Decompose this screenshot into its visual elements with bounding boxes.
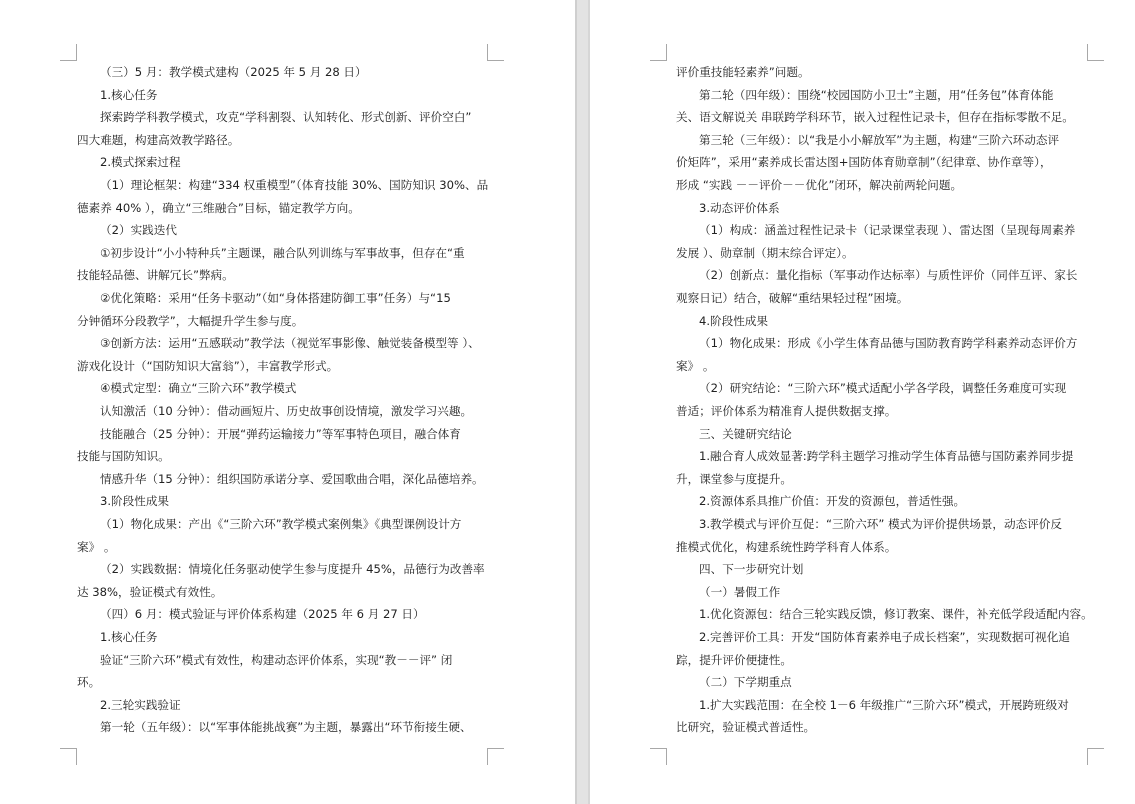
text-line: ②优化策略：采用“任务卡驱动”（如“身体搭建防御工事”任务）与“15 bbox=[100, 291, 451, 305]
text-line: 环。 bbox=[77, 675, 101, 690]
text-line: 三、关键研究结论 bbox=[699, 426, 792, 441]
text-line: 3.教学模式与评价互促：“三阶六环” 模式为评价提供场景，动态评价反 bbox=[699, 517, 1062, 531]
text-line: （1）理论框架：构建“334 权重模型”（体育技能 30%、国防知识 30%、品 bbox=[100, 178, 489, 192]
text-line: （2）实践数据：情境化任务驱动使学生参与度提升 45%，品德行为改善率 bbox=[100, 562, 485, 577]
text-line: 升，课堂参与度提升。 bbox=[676, 471, 792, 486]
text-line: 技能轻品德、讲解冗长”弊病。 bbox=[77, 268, 234, 283]
margin-corner-bottom-right bbox=[487, 748, 504, 765]
text-line: 1.融合育人成效显著:跨学科主题学习推动学生体育品德与国防素养同步提 bbox=[699, 449, 1074, 464]
text-line: 游戏化设计（“国防知识大富翁”），丰富教学形式。 bbox=[77, 358, 339, 373]
text-line: 关、语文解说关 串联跨学科环节，嵌入过程性记录卡，但存在指标零散不足。 bbox=[676, 110, 1074, 125]
page-gap-shadow bbox=[575, 0, 577, 804]
text-line: （2）实践迭代 bbox=[100, 223, 177, 238]
text-line: （四）6 月：模式验证与评价体系构建（2025 年 6 月 27 日） bbox=[100, 607, 425, 622]
margin-corner-top-right bbox=[1087, 44, 1104, 61]
text-line: 探索跨学科教学模式，攻克“学科割裂、认知转化、形式创新、评价空白” bbox=[100, 110, 472, 125]
text-line: 德素养 40% ），确立“三维融合”目标，锚定教学方向。 bbox=[77, 200, 360, 215]
text-line: 形成 “实践 －－评价－－优化”闭环，解决前两轮问题。 bbox=[676, 178, 963, 192]
margin-corner-bottom-left bbox=[650, 748, 667, 765]
text-line: 达 38%，验证模式有效性。 bbox=[77, 584, 223, 599]
text-line: 3.阶段性成果 bbox=[100, 494, 170, 509]
text-line: （一）暑假工作 bbox=[699, 584, 781, 599]
document-page-right bbox=[590, 0, 1135, 804]
text-line: （1）构成：涵盖过程性记录卡（记录课堂表现 ）、雷达图（呈现每周素养 bbox=[699, 223, 1076, 238]
text-line: 2.模式探索过程 bbox=[100, 155, 181, 170]
text-line: 普适；评价体系为精准育人提供数据支撑。 bbox=[676, 404, 897, 418]
text-line: 第一轮（五年级）：以“军事体能挑战赛”为主题，暴露出“环节衔接生硬、 bbox=[100, 720, 472, 735]
text-line: （三）5 月：教学模式建构（2025 年 5 月 28 日） bbox=[100, 65, 367, 79]
margin-corner-top-right bbox=[487, 44, 504, 61]
text-line: 3.动态评价体系 bbox=[699, 200, 780, 215]
text-line: ③创新方法：运用“五感联动”教学法（视觉军事影像、触觉装备模型等 ）、 bbox=[100, 336, 480, 351]
margin-corner-bottom-left bbox=[60, 748, 77, 765]
text-line: ①初步设计“小小特种兵”主题课，融合队列训练与军事故事，但存在“重 bbox=[100, 245, 465, 260]
text-line: 4.阶段性成果 bbox=[699, 313, 769, 328]
text-line: （1）物化成果：产出《“三阶六环”教学模式案例集》《典型课例设计方 bbox=[100, 517, 462, 531]
text-line: 比研究，验证模式普适性。 bbox=[676, 720, 816, 735]
text-line: 认知激活（10 分钟）：借动画短片、历史故事创设情境，激发学习兴趣。 bbox=[100, 404, 473, 418]
text-line: 案》 。 bbox=[77, 539, 116, 554]
text-line: 验证“三阶六环”模式有效性，构建动态评价体系，实现“教－－评” 闭 bbox=[100, 652, 453, 667]
text-line: 技能融合（25 分钟）：开展“弹药运输接力”等军事特色项目，融合体育 bbox=[100, 426, 461, 441]
text-line: 2.三轮实践验证 bbox=[100, 697, 181, 712]
text-line: 1.核心任务 bbox=[100, 87, 158, 102]
text-line: 发展 ）、勋章制（期末综合评定）。 bbox=[676, 245, 854, 260]
text-line: 踪，提升评价便捷性。 bbox=[676, 652, 792, 667]
text-line: （二）下学期重点 bbox=[699, 675, 792, 690]
text-line: （2）研究结论：“三阶六环”模式适配小学各学段，调整任务难度可实现 bbox=[699, 381, 1067, 396]
text-line: 2.完善评价工具：开发“国防体育素养电子成长档案”，实现数据可视化追 bbox=[699, 630, 1070, 644]
text-line: （1）物化成果：形成《小学生体育品德与国防教育跨学科素养动态评价方 bbox=[699, 336, 1078, 351]
text-line: 分钟循环分段教学”，大幅提升学生参与度。 bbox=[77, 313, 304, 328]
text-line: 第三轮（三年级）：以“我是小小解放军”为主题，构建“三阶六环动态评 bbox=[699, 132, 1060, 147]
text-line: 评价重技能轻素养”问题。 bbox=[676, 65, 810, 79]
text-line: 四大难题，构建高效教学路径。 bbox=[77, 132, 240, 147]
text-line: 案》 。 bbox=[676, 358, 715, 373]
text-line: 2.资源体系具推广价值：开发的资源包，普适性强。 bbox=[699, 494, 966, 509]
text-line: 技能与国防知识。 bbox=[77, 449, 170, 464]
text-line: 观察日记）结合，破解“重结果轻过程”困境。 bbox=[676, 291, 909, 305]
text-line: （2）创新点：量化指标（军事动作达标率）与质性评价（同伴互评、家长 bbox=[699, 268, 1078, 283]
margin-corner-top-left bbox=[60, 44, 77, 61]
text-line: 1.扩大实践范围：在全校 1－6 年级推广“三阶六环”模式，开展跨班级对 bbox=[699, 697, 1069, 712]
text-line: 推模式优化，构建系统性跨学科育人体系。 bbox=[676, 539, 897, 554]
text-line: ④模式定型：确立“三阶六环”教学模式 bbox=[100, 381, 297, 396]
text-line: 情感升华（15 分钟）：组织国防承诺分享、爱国歌曲合唱，深化品德培养。 bbox=[100, 471, 484, 486]
text-line: 1.核心任务 bbox=[100, 630, 158, 644]
text-line: 价矩阵”，采用“素养成长雷达图+国防体育勋章制”（纪律章、协作章等）， bbox=[676, 155, 1052, 170]
text-line: 1.优化资源包：结合三轮实践反馈，修订教案、课件，补充低学段适配内容。 bbox=[699, 607, 1093, 622]
margin-corner-top-left bbox=[650, 44, 667, 61]
text-line: 第二轮（四年级）：围绕“校园国防小卫士”主题，用“任务包”体育体能 bbox=[699, 87, 1054, 102]
text-line: 四、下一步研究计划 bbox=[699, 562, 804, 577]
margin-corner-bottom-right bbox=[1087, 748, 1104, 765]
